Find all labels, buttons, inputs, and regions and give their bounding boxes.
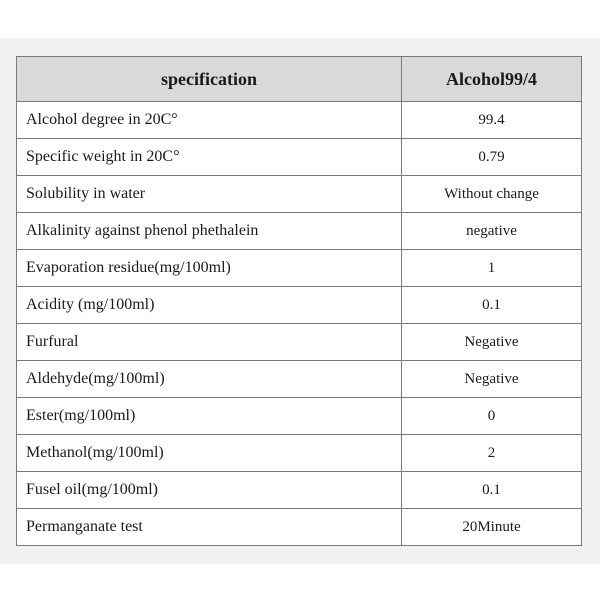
table-row [17,435,582,472]
table-row [17,176,582,213]
table-row [17,398,582,435]
row-value: negative [402,213,582,250]
row-value: 0.1 [402,472,582,509]
specification-table [16,56,582,546]
table-row [17,361,582,398]
row-value: 0.79 [402,139,582,176]
table-row [17,287,582,324]
row-property: Aldehyde(mg/100ml) [17,361,402,398]
table-row [17,213,582,250]
row-value: 99.4 [402,102,582,139]
row-value: Without change [402,176,582,213]
row-property: Permanganate test [17,509,402,546]
row-property: Acidity (mg/100ml) [17,287,402,324]
row-property: Solubility in water [17,176,402,213]
table-row [17,139,582,176]
row-property: Specific weight in 20C° [17,139,402,176]
row-property: Evaporation residue(mg/100ml) [17,250,402,287]
row-property: Methanol(mg/100ml) [17,435,402,472]
table-row [17,472,582,509]
header-specification: specification [17,57,402,102]
header-product: Alcohol99/4 [402,57,582,102]
row-value: 2 [402,435,582,472]
row-property: Ester(mg/100ml) [17,398,402,435]
table-row [17,250,582,287]
table-header-row [17,57,582,102]
row-value: Negative [402,324,582,361]
table-row [17,324,582,361]
row-property: Alkalinity against phenol phethalein [17,213,402,250]
row-property: Alcohol degree in 20C° [17,102,402,139]
row-value: 0 [402,398,582,435]
row-property: Fusel oil(mg/100ml) [17,472,402,509]
row-value: 0.1 [402,287,582,324]
row-value: Negative [402,361,582,398]
row-property: Furfural [17,324,402,361]
row-value: 20Minute [402,509,582,546]
table-row [17,509,582,546]
table-row [17,102,582,139]
row-value: 1 [402,250,582,287]
